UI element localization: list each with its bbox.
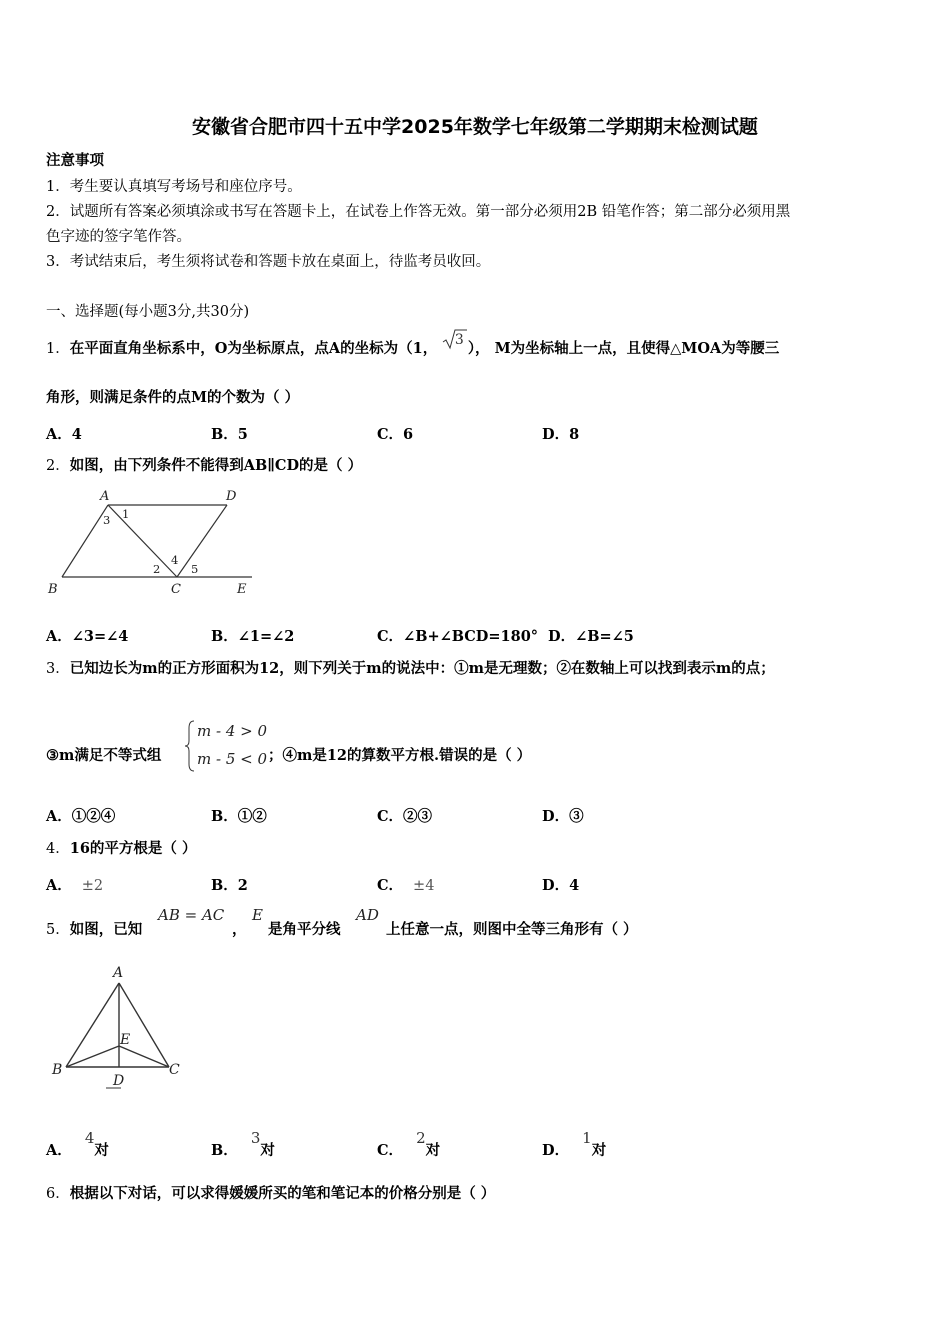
q3-text-b1: ③m满足不等式组 bbox=[46, 747, 162, 764]
q2-option-b[interactable]: B．∠1=∠2 bbox=[211, 628, 295, 645]
line-ab bbox=[62, 505, 111, 577]
q5-option-c[interactable] bbox=[377, 1129, 441, 1160]
q3-option-b[interactable]: B．①② bbox=[211, 808, 267, 825]
fig-label-a: A bbox=[100, 489, 110, 504]
section-heading: 一、选择题(每小题3分,共30分) bbox=[46, 304, 250, 320]
fig-label-b: B bbox=[48, 582, 58, 597]
q4-option-c-value: ±4 bbox=[413, 878, 435, 894]
brace-icon bbox=[184, 720, 196, 772]
q1-line-1 bbox=[46, 332, 780, 359]
q5-option-a-label: A． bbox=[46, 1142, 72, 1159]
q5-line bbox=[46, 920, 142, 940]
line-ab bbox=[66, 983, 119, 1067]
q5-option-d-label: D． bbox=[542, 1142, 570, 1159]
q4-option-c[interactable] bbox=[377, 874, 434, 895]
q5-option-d-value: 1 bbox=[582, 1129, 592, 1147]
q5-option-a[interactable] bbox=[46, 1129, 109, 1160]
line-ce bbox=[119, 1046, 169, 1067]
q5-text-1: 如图，已知 bbox=[69, 921, 143, 938]
q5-number: 5． bbox=[46, 922, 70, 938]
q2-figure bbox=[40, 483, 260, 601]
q4-option-c-label: C． bbox=[377, 877, 404, 894]
q5-math-e: E bbox=[252, 906, 263, 924]
q4-text: 16的平方根是（ ） bbox=[69, 840, 197, 857]
q3-option-c[interactable]: C．②③ bbox=[377, 808, 433, 825]
q5-option-a-suffix: 对 bbox=[94, 1142, 109, 1159]
q1-text-b: ）， M为坐标轴上一点，且使得△MOA为等腰三 bbox=[467, 340, 780, 357]
q1-option-c[interactable]: C．6 bbox=[377, 426, 414, 443]
q2-option-c[interactable]: C．∠B+∠BCD=180° bbox=[377, 628, 539, 645]
angle-label-2: 2 bbox=[153, 562, 161, 576]
q5-option-b-label: B． bbox=[211, 1142, 238, 1159]
notice-item-2-cont: 色字迹的签字笔作答。 bbox=[46, 229, 191, 245]
q5-figure bbox=[46, 958, 191, 1093]
q6-text: 根据以下对话，可以求得媛媛所买的笔和笔记本的价格分别是（ ） bbox=[69, 1185, 496, 1202]
fig-label-c: C bbox=[171, 582, 181, 597]
q4-line bbox=[46, 839, 196, 859]
q1-option-b[interactable]: B．5 bbox=[211, 426, 248, 443]
q2-option-d[interactable]: D．∠B=∠5 bbox=[548, 628, 634, 645]
line-dc bbox=[177, 505, 227, 577]
q3-option-d[interactable]: D．③ bbox=[542, 808, 584, 825]
q6-line bbox=[46, 1184, 495, 1204]
q4-option-d[interactable] bbox=[542, 874, 579, 895]
q5-option-b-value: 3 bbox=[250, 1129, 261, 1147]
fig-label-e: E bbox=[237, 582, 247, 597]
q4-option-b[interactable] bbox=[211, 874, 248, 895]
fig-label-d: D bbox=[226, 489, 237, 504]
q3-number: 3． bbox=[46, 661, 70, 677]
q5-option-c-label: C． bbox=[377, 1142, 404, 1159]
q3-line-1 bbox=[46, 659, 775, 679]
q5-math-ab-ac: AB = AC bbox=[158, 906, 225, 924]
q3-option-a[interactable]: A．①②④ bbox=[46, 808, 116, 825]
q5-text-3: 是角平分线 bbox=[268, 921, 341, 938]
q4-option-b-value: 2 bbox=[237, 877, 248, 894]
q4-option-a-value: ±2 bbox=[81, 878, 104, 894]
fig-label-e: E bbox=[120, 1032, 131, 1048]
q1-sqrt-value: 3 bbox=[454, 332, 464, 348]
q4-option-a[interactable] bbox=[46, 874, 103, 895]
q1-line-2: 角形，则满足条件的点M的个数为（ ） bbox=[46, 389, 300, 406]
line-ac bbox=[119, 983, 169, 1067]
q4-option-d-label: D． bbox=[542, 877, 570, 894]
q1-option-a[interactable]: A．4 bbox=[46, 426, 82, 443]
q3-line-2 bbox=[46, 746, 161, 766]
q5-option-d[interactable] bbox=[542, 1129, 607, 1160]
fig-label-a: A bbox=[113, 965, 124, 981]
angle-label-5: 5 bbox=[191, 562, 199, 576]
exam-title: 安徽省合肥市四十五中学2025年数学七年级第二学期期末检测试题 bbox=[192, 116, 758, 138]
q6-number: 6． bbox=[46, 1186, 70, 1202]
angle-label-1: 1 bbox=[122, 507, 130, 521]
q5-text-4: 上任意一点，则图中全等三角形有（ ） bbox=[386, 921, 638, 938]
q2-option-a[interactable]: A．∠3=∠4 bbox=[46, 628, 129, 645]
q3-text-a: 已知边长为m的正方形面积为12，则下列关于m的说法中：①m是无理数；②在数轴上可以找到表示m的点； bbox=[69, 660, 775, 677]
q2-line bbox=[46, 456, 362, 476]
q1-text-a: 在平面直角坐标系中，O为坐标原点，点A的坐标为（1， bbox=[69, 340, 438, 357]
fig-label-d: D bbox=[113, 1073, 125, 1089]
line-be bbox=[66, 1046, 119, 1067]
q4-option-b-label: B． bbox=[211, 877, 238, 894]
q5-option-d-suffix: 对 bbox=[591, 1142, 607, 1159]
q3-text-b2: ；④m是12的算数平方根.错误的是（ ） bbox=[268, 747, 532, 764]
q4-number: 4． bbox=[46, 841, 70, 857]
q5-option-c-value: 2 bbox=[416, 1129, 426, 1147]
line-ac bbox=[108, 505, 177, 577]
notice-item-1: 1．考生要认真填写考场号和座位序号。 bbox=[46, 179, 302, 195]
q1-number: 1． bbox=[46, 341, 70, 357]
fig-label-c: C bbox=[169, 1062, 180, 1078]
q5-math-ad: AD bbox=[356, 906, 379, 924]
q1-sqrt bbox=[442, 329, 468, 349]
angle-label-3: 3 bbox=[103, 513, 111, 527]
fig-label-b: B bbox=[52, 1062, 63, 1078]
q2-number: 2． bbox=[46, 458, 70, 474]
q5-option-c-suffix: 对 bbox=[425, 1142, 441, 1159]
notice-item-2: 2．试题所有答案必须填涂或书写在答题卡上，在试卷上作答无效。第一部分必须用2B 铅笔作答；第二部分必须用黑 bbox=[46, 204, 791, 220]
notice-heading: 注意事项 bbox=[46, 152, 104, 169]
angle-label-4: 4 bbox=[171, 553, 179, 567]
q5-option-b-suffix: 对 bbox=[260, 1142, 275, 1159]
q4-option-d-value: 4 bbox=[569, 877, 580, 894]
q1-option-d[interactable]: D．8 bbox=[542, 426, 580, 443]
q5-text-2: ， bbox=[232, 921, 247, 938]
q3-inequality-1: m - 4 > 0 bbox=[197, 722, 268, 740]
q5-option-b[interactable] bbox=[211, 1129, 275, 1160]
q4-option-a-label: A． bbox=[46, 877, 72, 894]
notice-item-3: 3．考试结束后，考生须将试卷和答题卡放在桌面上，待监考员收回。 bbox=[46, 254, 491, 270]
q5-option-a-value: 4 bbox=[84, 1129, 95, 1147]
q3-inequality-2: m - 5 < 0 bbox=[197, 750, 268, 768]
q2-text: 如图，由下列条件不能得到AB∥CD的是（ ） bbox=[69, 457, 363, 474]
